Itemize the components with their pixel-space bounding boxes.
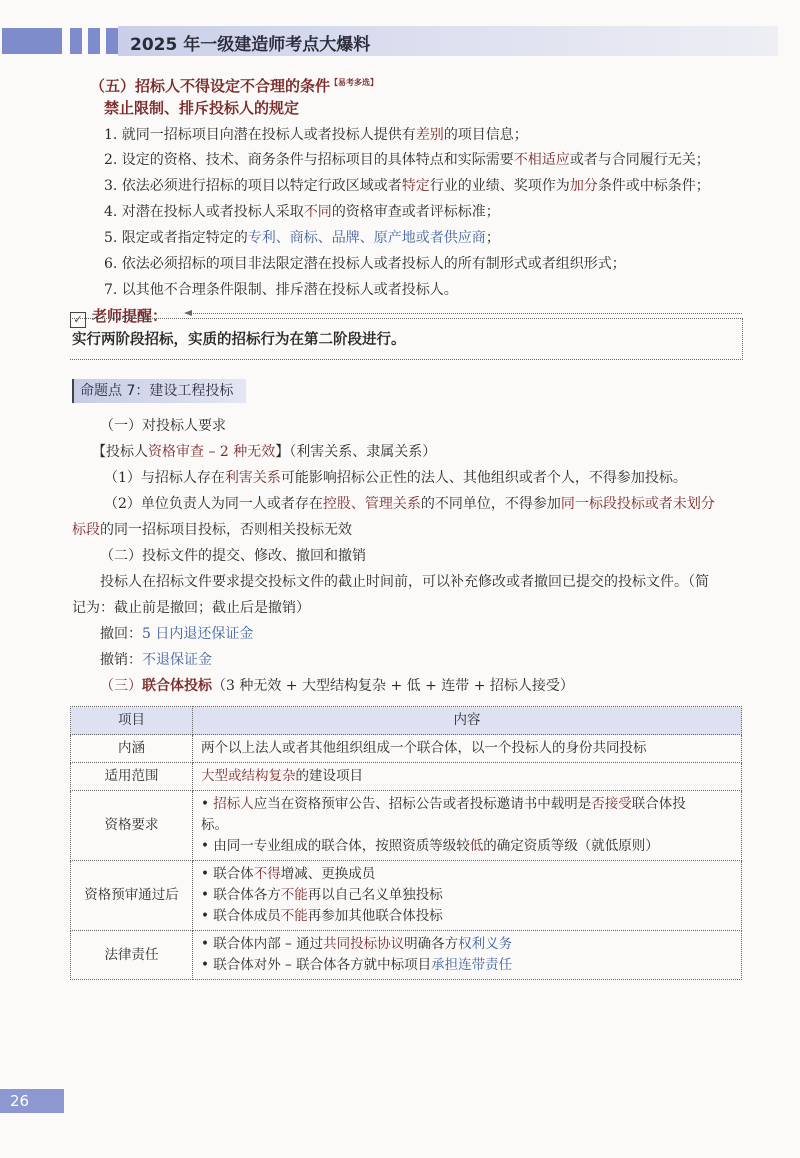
checkbox-icon: ✓ [70,312,86,328]
section-five-heading [90,72,378,96]
rule-item-3: 3. 依法必须进行招标的项目以特定行政区域或者特定行业的业绩、奖项作为加分条件或中标条件； [104,178,710,194]
table-row: 内涵 两个以上法人或者其他组织组成一个联合体，以一个投标人的身份共同投标 [71,735,742,763]
table-row: 适用范围 大型或结构复杂的建设项目 [71,763,742,791]
header-decor-bar [88,28,100,54]
table-row: 法律责任 • 联合体内部 – 通过共同投标协议明确各方权利义务 • 联合体对外 – 联合体各方就中标项目承担连带责任 [71,931,742,980]
qualification-review-line: 【投标人资格审查 – 2 种无效】（利害关系、隶属关系） [92,444,437,460]
header-decor-bar [106,28,118,54]
header-decor-bar [70,28,82,54]
rule-item-4: 4. 对潜在投标人或者投标人采取不同的资格审查或者评标标准； [104,204,500,220]
requirement-2: （2）单位负责人为同一人或者存在控股、管理关系的不同单位，不得参加同一标段投标或者未划分 [104,496,715,512]
arrow-line [186,313,742,315]
page-number: 26 [0,1089,64,1113]
rule-item-5: 5. 限定或者指定特定的专利、商标、品牌、原产地或者供应商； [104,230,500,246]
rule-item-6: 6. 依法必须招标的项目非法限定潜在投标人或者投标人的所有制形式或者组织形式； [104,256,626,272]
block-two-para-1: 投标人在招标文件要求提交投标文件的截止时间前，可以补充修改或者撤回已提交的投标文件。（简 [100,574,709,590]
withdraw-line: 撤回：5 日内退还保证金 [100,626,254,642]
table-header-row [71,707,742,735]
rule-item-2: 2. 设定的资格、技术、商务条件与招标项目的具体特点和实际需要不相适应或者与合同履行无关； [104,152,710,168]
table-header: 内容 [193,707,742,735]
requirement-2-cont: 标段的同一招标项目投标，否则相关投标无效 [72,522,352,538]
revoke-line: 撤销：不退保证金 [100,652,212,668]
exam-tag: 【易考多选】 [330,77,379,87]
heading-text: （五）招标人不得设定不合理的条件 [90,77,331,95]
rule-item-1: 1. 就同一招标项目向潜在投标人或者投标人提供有差别的项目信息； [104,127,528,143]
block-three-heading: （三）联合体投标（3 种无效 + 大型结构复杂 + 低 + 连带 + 招标人接受） [100,678,574,694]
section-five-subheading: 禁止限制、排斥投标人的规定 [104,99,300,117]
consortium-table [70,706,742,980]
header-title: 2025 年一级建造师考点大爆料 [130,35,371,55]
rule-item-7: 7. 以其他不合理条件限制、排斥潜在投标人或者投标人。 [104,282,458,298]
section-7-title: 命题点 7：建设工程投标 [72,379,246,403]
header-decor-bar [2,28,62,54]
page-header [0,26,778,56]
teacher-tip-label: ✓ 老师提醒： [70,305,167,328]
table-row: 资格预审通过后 • 联合体不得增减、更换成员 • 联合体各方不能再以自己名义单独投标 • 联合体成员不能再参加其他联合体投标 [71,861,742,931]
block-one-heading: （一）对投标人要求 [100,418,226,434]
table-row: 资格要求 • 招标人应当在资格预审公告、招标公告或者投标邀请书中载明是否接受联合体投 标。 • 由同一专业组成的联合体，按照资质等级较低的确定资质等级（就低原则） [71,791,742,861]
block-two-heading: （二）投标文件的提交、修改、撤回和撤销 [100,548,366,564]
table-header: 项目 [71,707,193,735]
block-two-para-2: 记为：截止前是撤回；截止后是撤销） [72,600,310,616]
teacher-tip-text: 实行两阶段招标，实质的招标行为在第二阶段进行。 [72,331,406,348]
requirement-1: （1）与招标人存在利害关系可能影响招标公正性的法人、其他组织或者个人，不得参加投标。 [104,470,687,486]
